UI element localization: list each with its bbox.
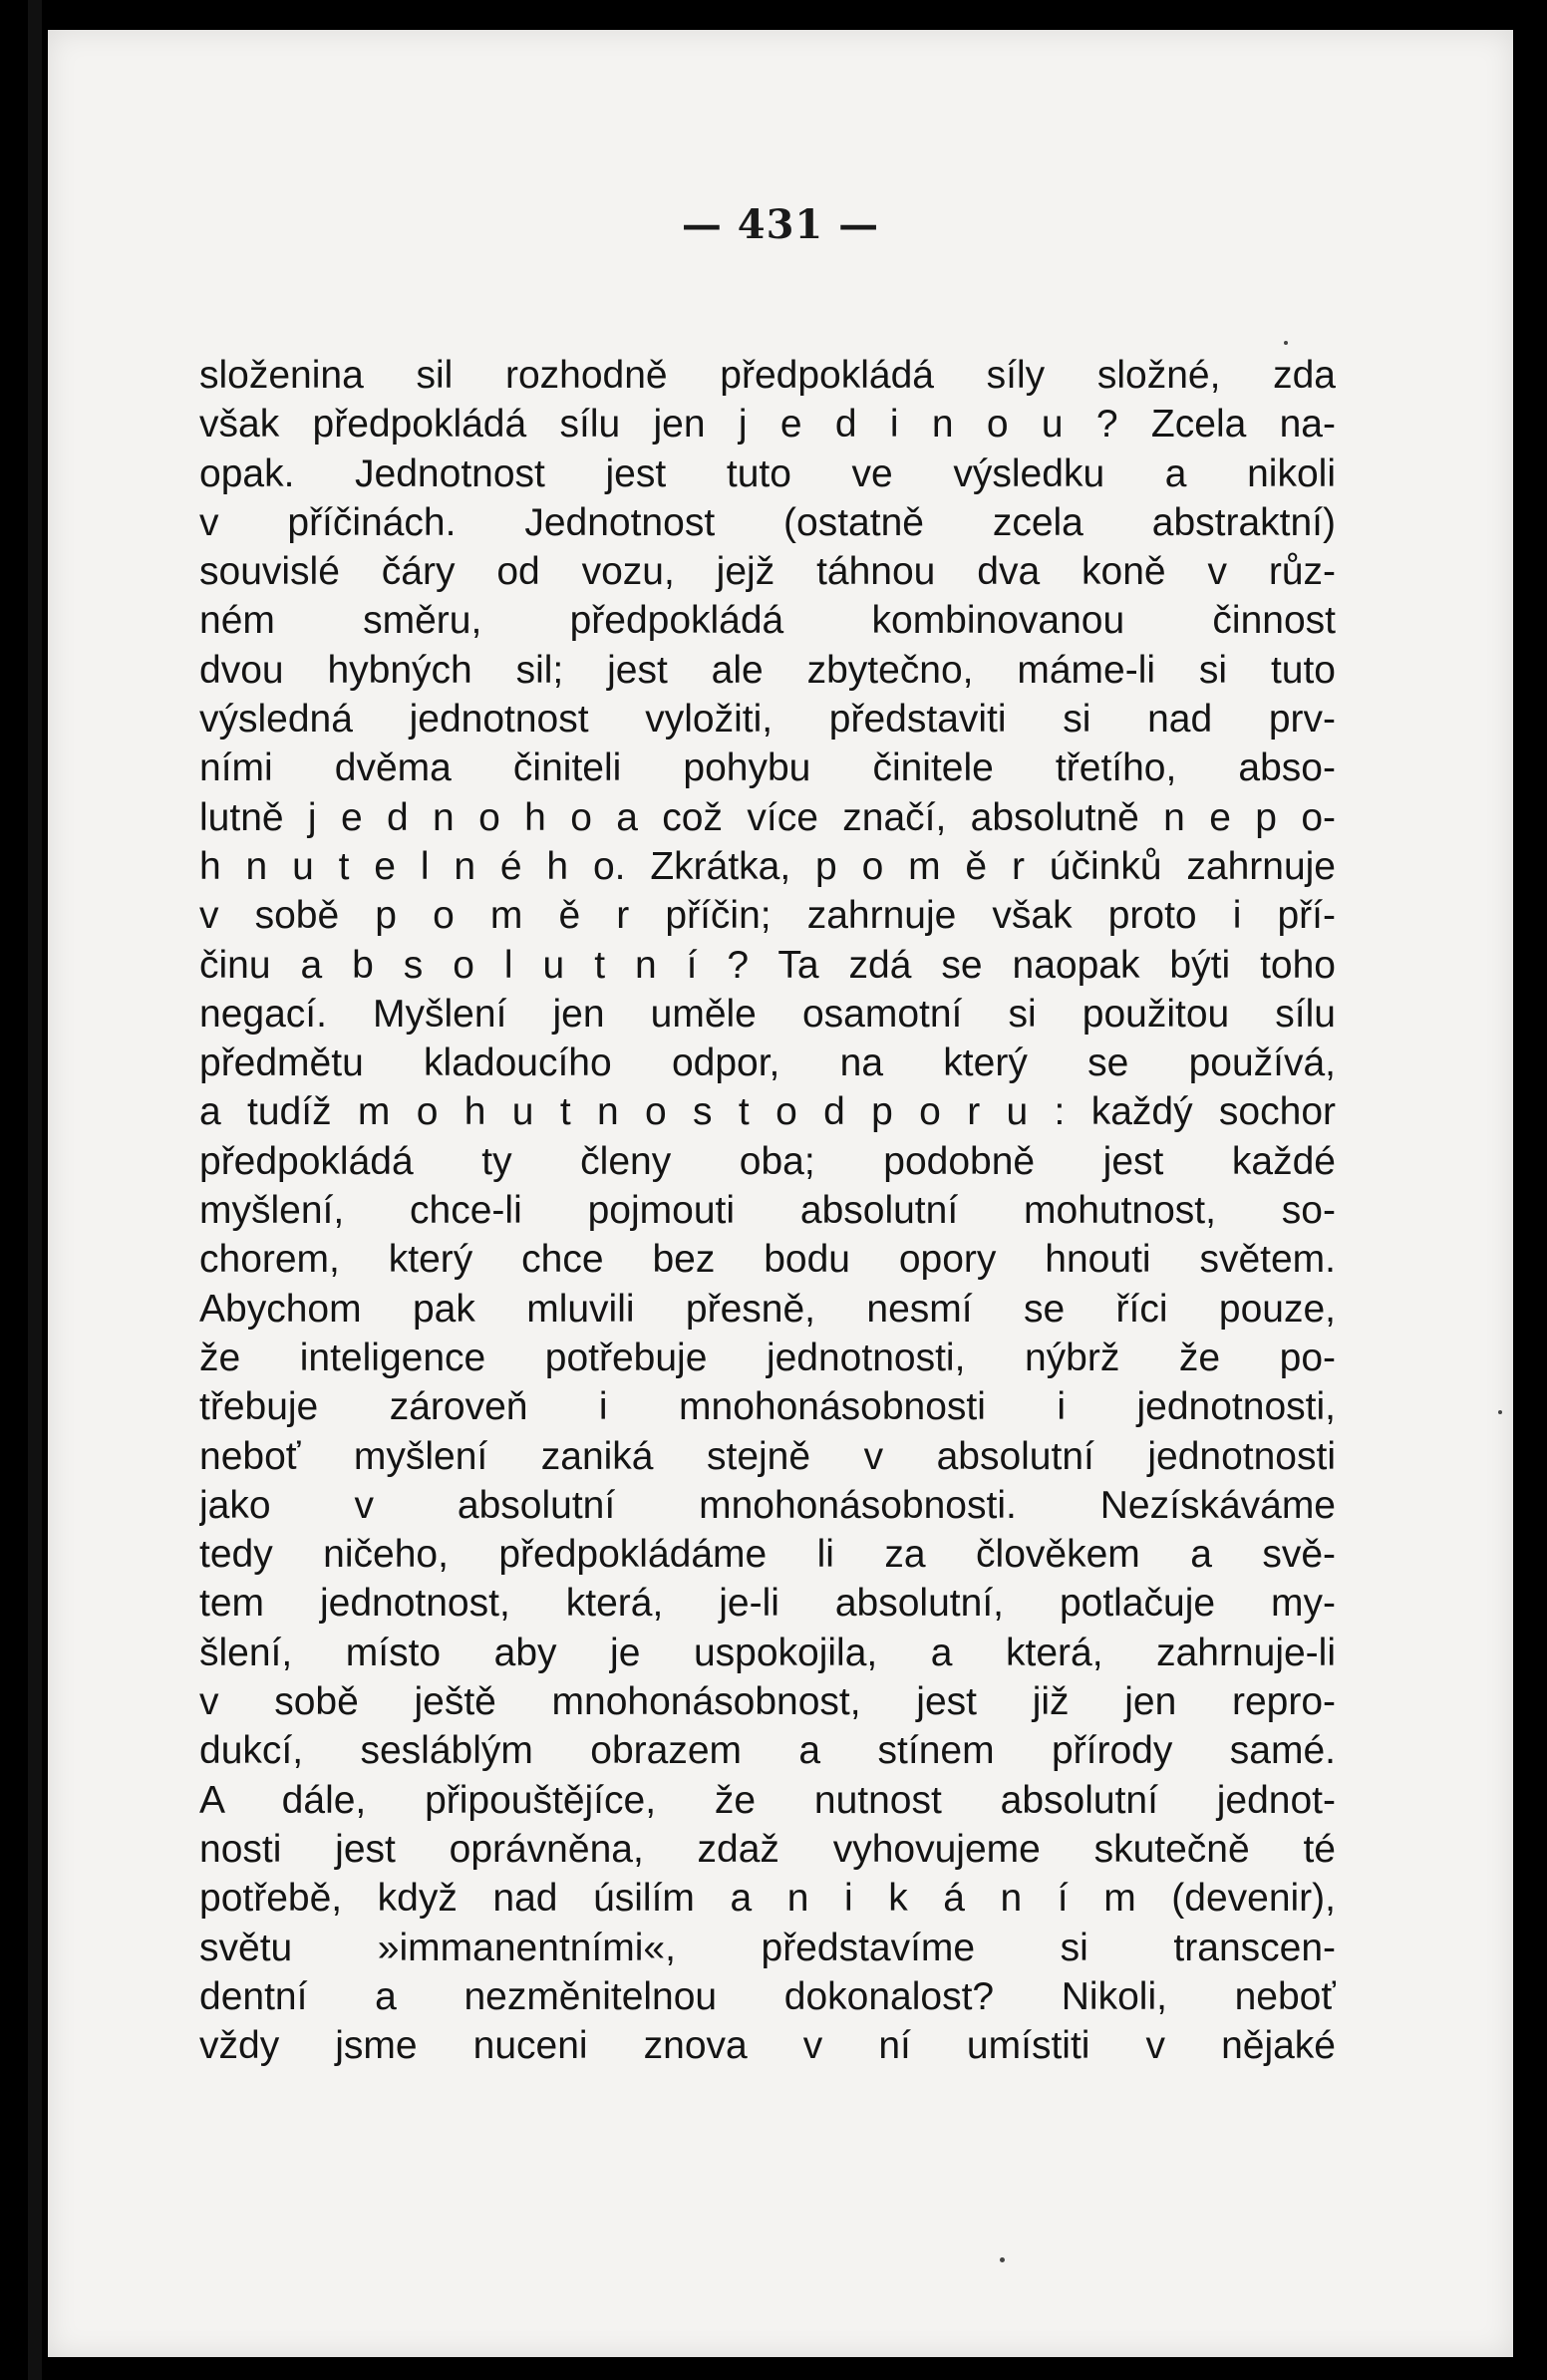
text-line: nosti jest oprávněna, zdaž vyhovujeme skutečně té	[199, 1827, 1336, 1871]
text-line: světu »immanentními«, představíme si transcen-	[199, 1926, 1336, 1969]
text-line: jako v absolutní mnohonásobnosti. Nezískáváme	[199, 1483, 1336, 1527]
text-line: a tudíž m o h u t n o s t o d p o r u : každý sochor	[199, 1090, 1336, 1134]
dust-speck	[1284, 341, 1288, 345]
dust-speck	[1498, 1410, 1502, 1414]
dust-speck	[1000, 2257, 1005, 2262]
text-line: opak. Jednotnost jest tuto ve výsledku a nikoli	[199, 451, 1336, 495]
text-line: h n u t e l n é h o. Zkrátka, p o m ě r účinků zahrnuje	[199, 844, 1336, 888]
text-line: v sobě ještě mnohonásobnost, jest již jen repro-	[199, 1680, 1336, 1724]
body-text	[199, 351, 1336, 2070]
text-line: v sobě p o m ě r příčin; zahrnuje však proto i pří-	[199, 894, 1336, 938]
text-line: neboť myšlení zaniká stejně v absolutní jednotnosti	[199, 1434, 1336, 1478]
text-line: že inteligence potřebuje jednotnosti, nýbrž že po-	[199, 1336, 1336, 1379]
text-line: tem jednotnost, která, je-li absolutní, potlačuje my-	[199, 1582, 1336, 1626]
text-line: předmětu kladoucího odpor, na který se používá,	[199, 1041, 1336, 1085]
text-line: ném směru, předpokládá kombinovanou činnost	[199, 599, 1336, 643]
text-line: A dále, připouštějíce, že nutnost absolutní jednot-	[199, 1778, 1336, 1822]
text-line: dukcí, sesláblým obrazem a stínem přírody samé.	[199, 1729, 1336, 1773]
binding-edge	[28, 0, 42, 2380]
text-line: složenina sil rozhodně předpokládá síly složné, zda	[199, 354, 1336, 397]
text-line: výsledná jednotnost vyložiti, představiti si nad prv-	[199, 698, 1336, 742]
page-number: — 431 —	[681, 201, 880, 248]
text-line: souvislé čáry od vozu, jejž táhnou dva koně v růz-	[199, 550, 1336, 594]
text-line: ními dvěma činiteli pohybu činitele třetího, abso-	[199, 746, 1336, 790]
text-line: lutně j e d n o h o a což více značí, absolutně n e p o-	[199, 795, 1336, 839]
text-line: šlení, místo aby je uspokojila, a která, zahrnuje-li	[199, 1631, 1336, 1674]
text-line: předpokládá ty členy oba; podobně jest každé	[199, 1139, 1336, 1183]
text-line: třebuje zároveň i mnohonásobnosti i jednotnosti,	[199, 1385, 1336, 1429]
text-line: tedy ničeho, předpokládáme li za člověkem a svě-	[199, 1533, 1336, 1577]
text-line: myšlení, chce-li pojmouti absolutní mohutnost, so-	[199, 1189, 1336, 1233]
text-line: dvou hybných sil; jest ale zbytečno, máme-li si tuto	[199, 648, 1336, 692]
text-line: činu a b s o l u t n í ? Ta zdá se naopak býti toho	[199, 943, 1336, 987]
text-line: potřebě, když nad úsilím a n i k á n í m (devenir),	[199, 1877, 1336, 1921]
text-line: negací. Myšlení jen uměle osamotní si použitou sílu	[199, 992, 1336, 1036]
text-line: v příčinách. Jednotnost (ostatně zcela abstraktní)	[199, 500, 1336, 544]
text-line: Abychom pak mluvili přesně, nesmí se říci pouze,	[199, 1287, 1336, 1331]
book-page	[48, 30, 1513, 2357]
text-line: dentní a nezměnitelnou dokonalost? Nikoli, neboť	[199, 1974, 1336, 2018]
text-line: chorem, který chce bez bodu opory hnouti světem.	[199, 1238, 1336, 1282]
text-line: vždy jsme nuceni znova v ní umístiti v nějaké	[199, 2024, 1336, 2068]
text-line: však předpokládá sílu jen j e d i n o u ? Zcela na-	[199, 403, 1336, 446]
